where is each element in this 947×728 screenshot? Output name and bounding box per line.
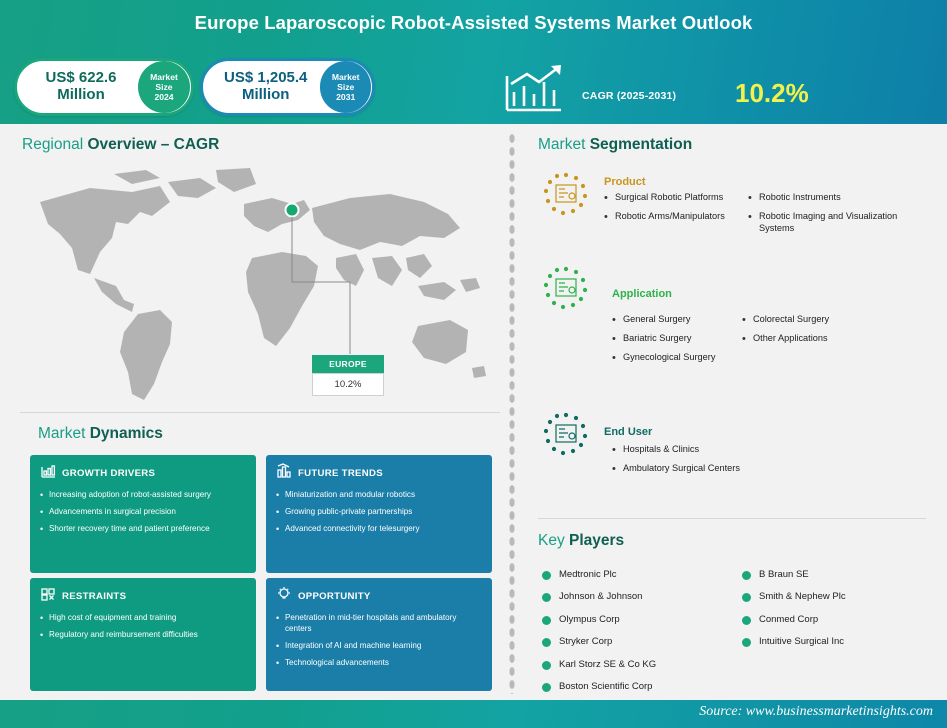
- market-size-2024-value: US$ 622.6 Million: [45, 69, 117, 103]
- list-item: • Shorter recovery time and patient preference: [40, 524, 246, 535]
- vertical-dotted-divider: [508, 132, 516, 694]
- badge-line-3: 2031: [336, 92, 356, 103]
- list-item: • Surgical Robotic Platforms: [604, 192, 754, 204]
- market-size-2024-badge: [138, 61, 190, 113]
- list-item: Boston Scientific Corp: [542, 682, 742, 692]
- card-items: [276, 613, 482, 669]
- europe-callout-value: 10.2%: [312, 373, 384, 396]
- application-dotted-circle-icon: [544, 266, 588, 310]
- segment-name-product: Product: [604, 176, 646, 188]
- list-item: Smith & Nephew Plc: [742, 592, 942, 602]
- card-items: [40, 490, 246, 535]
- end-user-items: [612, 444, 862, 482]
- list-item: Conmed Corp: [742, 615, 942, 625]
- header-banner: [0, 0, 947, 124]
- list-item: • High cost of equipment and training: [40, 613, 246, 624]
- segment-name-application: Application: [612, 288, 672, 300]
- future-trends-card: [266, 455, 492, 573]
- product-items-col1: [604, 192, 754, 230]
- growth-chart-icon: [40, 463, 56, 484]
- market-size-2031-value: US$ 1,205.4 Million: [224, 69, 308, 103]
- badge-line-1: Market: [150, 71, 178, 82]
- market-size-2031-pill: [200, 58, 375, 116]
- source-text: Source: www.businessmarketinsights.com: [699, 704, 933, 719]
- list-item: • Robotic Instruments: [748, 192, 924, 204]
- list-item: • Technological advancements: [276, 658, 482, 669]
- list-item: • Penetration in mid-tier hospitals and ambulatory centers: [276, 613, 482, 635]
- badge-line-2: Size: [337, 81, 355, 92]
- list-item: • Growing public-private partnerships: [276, 507, 482, 518]
- end-user-dotted-circle-icon: [544, 412, 588, 456]
- title-light: Market: [538, 136, 590, 153]
- list-item: • Advanced connectivity for telesurgery: [276, 524, 482, 535]
- list-item: Olympus Corp: [542, 615, 742, 625]
- list-item: • Bariatric Surgery: [612, 333, 762, 345]
- list-item: Johnson & Johnson: [542, 592, 742, 602]
- market-segmentation-title: [538, 136, 692, 154]
- bar-trend-icon: [276, 463, 292, 484]
- lightbulb-gear-icon: [276, 586, 292, 607]
- list-item: B Braun SE: [742, 570, 942, 580]
- product-dotted-circle-icon: [544, 172, 588, 216]
- title-light: Regional: [22, 136, 88, 153]
- card-label: OPPORTUNITY: [298, 591, 371, 602]
- list-item: • Increasing adoption of robot-assisted surgery: [40, 490, 246, 501]
- title-bold: Dynamics: [89, 425, 163, 442]
- title-bold: Segmentation: [589, 136, 693, 153]
- list-item: Intuitive Surgical Inc: [742, 637, 942, 647]
- application-items-col2: [742, 314, 918, 352]
- europe-callout-label: EUROPE: [312, 355, 384, 373]
- key-players-title: [538, 532, 624, 550]
- badge-line-2: Size: [155, 81, 173, 92]
- restraint-icon: [40, 586, 56, 607]
- list-item: • Gynecological Surgery: [612, 352, 762, 364]
- page-title: Europe Laparoscopic Robot-Assisted Systems Market Outlook: [194, 12, 753, 33]
- regional-overview-title: [22, 136, 219, 154]
- opportunity-card: [266, 578, 492, 691]
- footer-banner: [0, 700, 947, 728]
- card-label: RESTRAINTS: [62, 591, 127, 602]
- list-item: • Colorectal Surgery: [742, 314, 918, 326]
- list-item: • Advancements in surgical precision: [40, 507, 246, 518]
- market-dynamics-title: [38, 425, 163, 443]
- badge-line-1: Market: [331, 71, 360, 82]
- world-map: [20, 162, 500, 412]
- list-item: • Integration of AI and machine learning: [276, 641, 482, 652]
- cagr-label: CAGR (2025-2031): [582, 90, 677, 102]
- title-light: Market: [38, 425, 90, 442]
- list-item: Medtronic Plc: [542, 570, 742, 580]
- growth-drivers-card: [30, 455, 256, 573]
- left-divider: [20, 412, 500, 413]
- list-item: Karl Storz SE & Co KG: [542, 660, 742, 670]
- badge-line-3: 2024: [154, 92, 174, 103]
- right-divider: [538, 518, 926, 519]
- card-header: [276, 463, 482, 484]
- card-items: [40, 613, 246, 641]
- list-item: • Hospitals & Clinics: [612, 444, 862, 456]
- cagr-value: 10.2%: [735, 78, 809, 108]
- card-header: [40, 463, 246, 484]
- list-item: • General Surgery: [612, 314, 762, 326]
- list-item: • Regulatory and reimbursement difficulties: [40, 630, 246, 641]
- card-header: [276, 586, 482, 607]
- europe-marker: [286, 204, 299, 217]
- list-item: • Miniaturization and modular robotics: [276, 490, 482, 501]
- segment-name-end-user: End User: [604, 426, 653, 438]
- product-items-col2: [748, 192, 924, 241]
- list-item: • Robotic Imaging and Visualization Systems: [748, 211, 924, 235]
- title-bold: Players: [569, 532, 625, 549]
- growth-chart-icon: [503, 62, 565, 114]
- restraints-card: [30, 578, 256, 691]
- card-label: FUTURE TRENDS: [298, 468, 383, 479]
- title-light: Key: [538, 532, 570, 549]
- card-header: [40, 586, 246, 607]
- market-size-2031-badge: [320, 61, 371, 113]
- list-item: • Robotic Arms/Manipulators: [604, 211, 754, 223]
- title-bold: Overview – CAGR: [87, 136, 220, 153]
- list-item: • Ambulatory Surgical Centers: [612, 463, 862, 475]
- list-item: Stryker Corp: [542, 637, 742, 647]
- list-item: • Other Applications: [742, 333, 918, 345]
- application-items-col1: [612, 314, 762, 370]
- card-items: [276, 490, 482, 535]
- europe-cagr-callout: [312, 355, 384, 396]
- market-size-2024-pill: [14, 58, 194, 116]
- key-players-column-1: [542, 570, 742, 705]
- card-label: GROWTH DRIVERS: [62, 468, 156, 479]
- key-players-column-2: [742, 570, 942, 660]
